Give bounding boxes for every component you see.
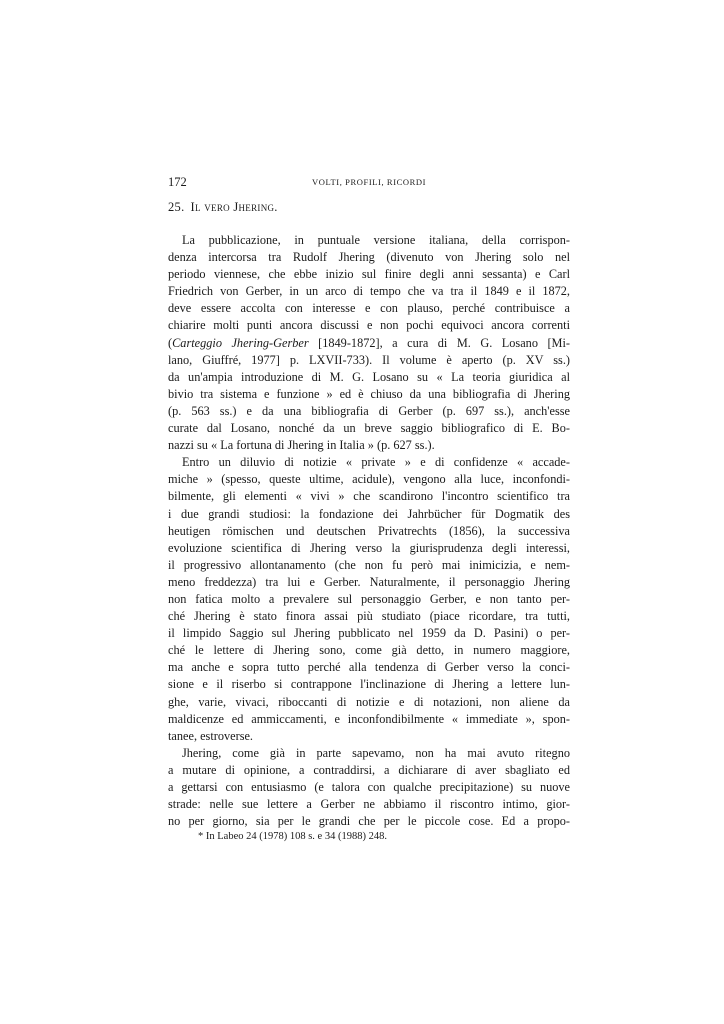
body-text — [168, 232, 570, 830]
text-line: Friedrich von Gerber, in un arco di tempo che va tra il 1849 e il 1872, — [168, 284, 570, 299]
text-line: no per giorno, sia per le grandi che per le piccole cose. Ed a propo- — [168, 814, 570, 829]
running-title: VOLTI, PROFILI, RICORDI — [312, 177, 427, 187]
running-head — [168, 175, 568, 191]
page-number: 172 — [168, 175, 187, 189]
text-line: heutigen römischen und deutschen Privatrechts (1856), la successiva — [168, 523, 570, 538]
text-line: i due grandi studiosi: la fondazione dei Jahrbücher für Dogmatik des — [168, 506, 570, 521]
text-line: Jhering, come già in parte sapevamo, non ha mai avuto ritegno — [182, 745, 570, 760]
text-line: nazzi su « La fortuna di Jhering in Italia » (p. 627 ss.). — [168, 438, 435, 453]
section-title: Il vero Jhering. — [190, 200, 278, 214]
section-heading — [168, 200, 284, 215]
text-line: (p. 563 ss.) e da una bibliografia di Gerber (p. 697 ss.), anch'esse — [168, 403, 570, 418]
text-line: a gettarsi con entusiasmo (e talora con qualche precipitazione) su nuove — [168, 780, 570, 794]
text-line: denza intercorsa tra Rudolf Jhering (divenuto von Jhering solo nel — [168, 250, 570, 265]
text-line: strade: nelle sue lettere a Gerber ne abbiamo il riscontro intimo, gior- — [168, 797, 570, 812]
text-line: evoluzione scientifica di Jhering verso la giurisprudenza degli interessi, — [168, 540, 570, 555]
text-line: La pubblicazione, in puntuale versione italiana, della corrispon- — [182, 233, 570, 247]
text-line: curate dal Losano, nonché da un breve saggio bibliografico di E. Bo- — [168, 421, 570, 436]
text-line: a mutare di opinione, a contraddirsi, a dichiarare di aver sbagliato ed — [168, 762, 570, 777]
footnote: * In Labeo 24 (1978) 108 s. e 34 (1988) 248. — [198, 831, 387, 842]
text-line: sione e il riserbo si contrappone l'inclinazione di Jhering a lettere lun- — [168, 677, 570, 692]
text-line: Entro un diluvio di notizie « private » e di confidenze « accade- — [182, 455, 570, 470]
text-line: da un'ampia introduzione di M. G. Losano su « La teoria giuridica al — [168, 369, 570, 384]
text-line: tanee, estroverse. — [168, 728, 254, 743]
italic-title: Carteggio Jhering-Gerber — [172, 335, 309, 350]
text-line: bivio tra sistema e funzione » ed è chiuso da una bibliografia di Jhering — [168, 386, 570, 401]
text-line: bilmente, gli elementi « vivi » che scandirono l'incontro scientifico tra — [168, 489, 570, 504]
text-line: (Carteggio Jhering-Gerber [1849-1872], a cura di M. G. Losano [Mi- — [168, 335, 570, 350]
text-line: ché Jhering è stato finora assai più studiato (piace ricordare, tra tutti, — [168, 609, 570, 624]
text-line: chiarire molti punti ancora discussi e non pochi equivoci ancora correnti — [168, 318, 570, 333]
text-line: maldicenze ed ammiccamenti, e inconfondibilmente « immediate », spon- — [168, 711, 570, 726]
text-line: il limpido Saggio sul Jhering pubblicato nel 1959 da D. Pasini) o per- — [168, 626, 570, 641]
text-line: deve essere accolta con interesse e con plauso, perché contribuisce a — [168, 301, 570, 316]
text-line: meno freddezza) tra lui e Gerber. Naturalmente, il personaggio Jhering — [168, 574, 570, 589]
section-number: 25. — [168, 200, 185, 214]
text-line: il progressivo allontanamento (che non fu però mai inimicizia, e nem- — [168, 557, 570, 572]
text-line: ché le lettere di Jhering sono, come già detto, in numero maggiore, — [168, 643, 570, 658]
text-line: non fatica molto a prevalere sul personaggio Gerber, e non tanto per- — [168, 591, 570, 606]
text-line: lano, Giuffré, 1977] p. LXVII-733). Il volume è aperto (p. XV ss.) — [168, 352, 570, 367]
text-line: ghe, varie, vivaci, riboccanti di notizie e di notazioni, non aliene da — [168, 694, 570, 709]
text-line: ma anche e sopra tutto perché alla tendenza di Gerber verso la conci- — [168, 660, 570, 675]
text-line: miche » (spesso, queste ultime, acidule), vengono alla luce, inconfondi- — [168, 472, 570, 487]
text-line: periodo viennese, che ebbe inizio sul finire degli anni sessanta) e Carl — [168, 267, 570, 282]
